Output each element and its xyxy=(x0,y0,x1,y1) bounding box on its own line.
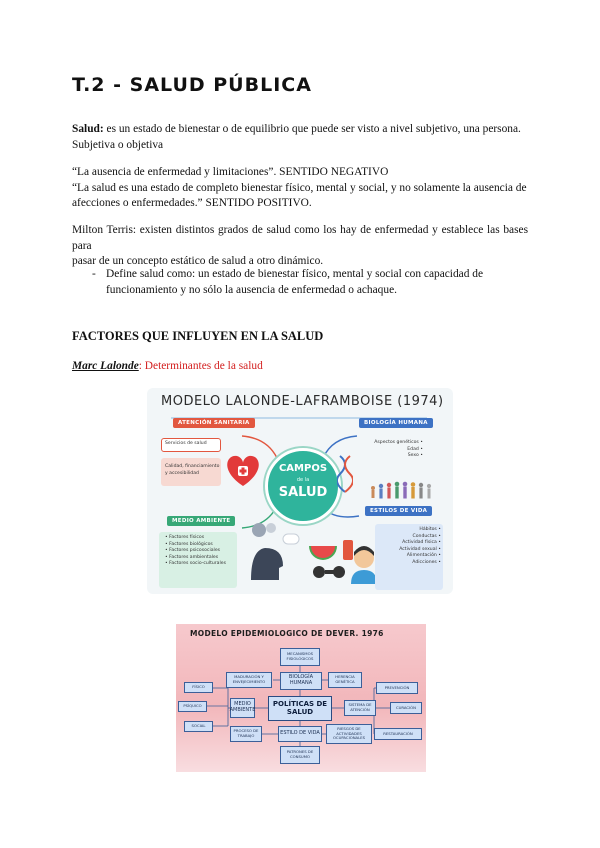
dever-box-maduracion: MADURACIÓN Y ENVEJECIMIENTO xyxy=(226,672,272,688)
biologia-list xyxy=(347,440,423,460)
reference-line xyxy=(72,360,263,372)
medio-item: • Factores ambientales xyxy=(165,555,226,562)
page-title: T.2 - SALUD PÚBLICA xyxy=(72,74,312,96)
estilos-item: Actividad física • xyxy=(402,540,441,545)
mind-head-icon xyxy=(243,520,303,586)
food-habits-icon xyxy=(307,536,377,586)
dever-box-psiquico: PSÍQUICO xyxy=(178,701,207,712)
salud-label: SALUD xyxy=(278,485,328,500)
dever-box-estilo: ESTILO DE VIDA xyxy=(278,726,322,742)
dever-box-curacion: CURACIÓN xyxy=(390,702,422,714)
dna-icon xyxy=(337,454,353,494)
quote-positive-line-2: afecciones o enfermedades.” SENTIDO POSITIVO. xyxy=(72,197,312,210)
estilos-item: Conductas • xyxy=(412,533,441,539)
dever-diagram xyxy=(176,624,426,772)
reference-separator: : xyxy=(138,360,142,372)
biologia-item: Sexo • xyxy=(407,453,423,458)
biologia-item: Aspectos genéticos • xyxy=(374,440,423,445)
dever-box-prevencion: PREVENCIÓN xyxy=(376,682,418,694)
dever-box-sistema: SISTEMA DE ATENCIÓN xyxy=(344,700,376,716)
dever-box-medio: MEDIO AMBIENTE xyxy=(230,698,255,718)
estilos-item: Actividad sexual • xyxy=(399,546,441,552)
medio-item: • Factores físicos xyxy=(165,535,226,542)
dever-box-mecanismos: MECANISMOS FISIOLÓGICOS xyxy=(280,648,320,666)
heart-icon xyxy=(225,454,261,488)
dever-box-social: SOCIAL xyxy=(184,721,213,732)
bullet-dash: - xyxy=(92,268,96,280)
quote-negative: “La ausencia de enfermedad y limitaciones”. SENTIDO NEGATIVO xyxy=(72,166,389,178)
medio-item: • Factores socio-culturales xyxy=(165,561,226,568)
estilos-vida-list xyxy=(375,527,441,566)
dever-title: MODELO EPIDEMIOLOGICO DE DEVER. 1976 xyxy=(190,629,384,638)
lalonde-infographic xyxy=(147,388,453,594)
definition-term: Salud: xyxy=(72,123,104,135)
dever-box-riesgos: RIESGOS DE ACTIVIDADES OCUPACIONALES xyxy=(326,724,372,744)
reference-description: Determinantes de la salud xyxy=(141,360,263,372)
lalonde-title: MODELO LALONDE-LAFRAMBOISE (1974) xyxy=(161,394,444,409)
bullet-line-2: funcionamiento y no sólo la ausencia de enfermedad o achaque. xyxy=(106,283,397,296)
quote-positive-line-1: “La salud es una estado de completo bienestar físico, mental y social, y no solamente la ausencia de xyxy=(72,181,527,194)
dever-box-patrones: PATRONES DE CONSUMO xyxy=(280,746,320,764)
estilos-item: Hábitos • xyxy=(419,527,441,532)
atencion-item-3: y accesibilidad xyxy=(165,471,199,476)
dever-box-restauracion: RESTAURACIÓN xyxy=(374,728,422,740)
milton-line-1: Milton Terris: existen distintos grados de salud como los hay de enfermedad y establece las bases para xyxy=(72,224,528,252)
medio-ambiente-header: MEDIO AMBIENTE xyxy=(167,516,235,526)
bullet-item xyxy=(92,267,528,298)
atencion-sanitaria-header: ATENCIÓN SANITARIA xyxy=(173,418,255,428)
section-heading: FACTORES QUE INFLUYEN EN LA SALUD xyxy=(72,329,324,343)
dever-box-politicas: POLÍTICAS DE SALUD xyxy=(268,696,332,721)
de-la-label: de la xyxy=(296,477,310,483)
medio-ambiente-list xyxy=(165,535,226,568)
campos-salud-circle xyxy=(265,448,341,524)
atencion-item-2: Calidad, financiamiento xyxy=(165,464,220,469)
biologia-item: Edad • xyxy=(407,446,423,452)
quotes-paragraph xyxy=(72,165,528,212)
milton-paragraph xyxy=(72,223,528,270)
estilos-vida-header: ESTILOS DE VIDA xyxy=(365,506,432,516)
bullet-line-1: Define salud como: un estado de bienestar físico, mental y social con capacidad de xyxy=(106,268,484,280)
dever-box-fisico: FÍSICO xyxy=(184,682,213,693)
definition-paragraph xyxy=(72,122,528,153)
definition-line-1: es un estado de bienestar o de equilibrio que puede ser visto a nivel subjetivo, una persona. xyxy=(103,123,521,135)
biologia-humana-header: BIOLOGÍA HUMANA xyxy=(359,418,433,428)
medio-item: • Factores psicosociales xyxy=(165,548,226,555)
reference-author: Marc Lalonde xyxy=(72,360,139,372)
people-ages-icon xyxy=(369,480,435,500)
definition-line-2: Subjetiva o objetiva xyxy=(72,138,164,151)
campos-label: CAMPOS xyxy=(278,463,328,474)
estilos-item: Alimentación • xyxy=(406,553,441,558)
dever-box-biologia: BIOLOGÍA HUMANA xyxy=(280,672,322,690)
dever-box-proceso: PROCESO DE TRABAJO xyxy=(230,726,262,742)
bullet-text xyxy=(106,267,528,298)
medio-item: • Factores biológicos xyxy=(165,542,226,549)
milton-line-2: pasar de un concepto estático de salud a otro dinámico. xyxy=(72,255,324,268)
estilos-item: Adicciones • xyxy=(412,559,441,565)
atencion-item-1: Servicios de salud xyxy=(165,441,207,446)
dever-box-herencia: HERENCIA GENÉTICA xyxy=(328,672,362,688)
